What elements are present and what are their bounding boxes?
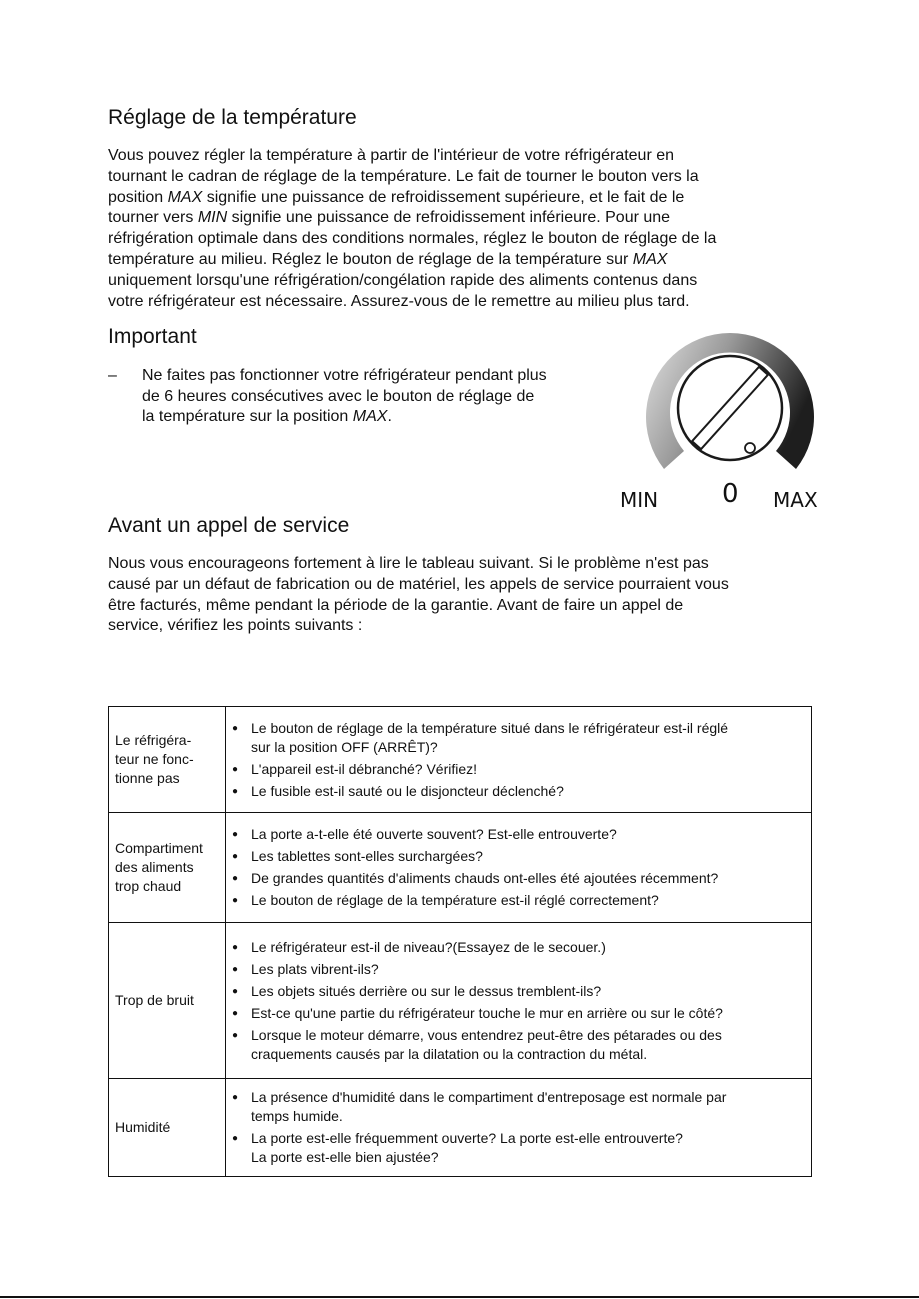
table-row [109, 1079, 812, 1177]
list-item [232, 938, 803, 957]
item-line: ● La présence d'humidité dans le compartiment d'entreposage est normale par [251, 1089, 727, 1105]
category-cell [109, 813, 226, 923]
item-line: ● Le bouton de réglage de la température situé dans le réfrigérateur est-il réglé [251, 719, 729, 736]
troubleshooting-table [108, 706, 812, 1177]
list-item [232, 847, 803, 866]
important-line: la température sur la position MAX. [142, 408, 392, 425]
list-item [232, 760, 803, 779]
category-line: tionne pas [115, 770, 180, 786]
paragraph-service [108, 554, 813, 637]
item-line: ● De grandes quantités d'aliments chauds ont-elles été ajoutées récemment? [251, 870, 719, 886]
paragraph-line: tournant le cadran de réglage de la température. Le fait de tourner le bouton vers la [108, 167, 699, 185]
list-item [232, 891, 803, 910]
list-item [232, 782, 803, 801]
list-item [232, 825, 803, 844]
category-cell [109, 923, 226, 1079]
table-row [109, 813, 812, 923]
paragraph-temperature [108, 146, 808, 312]
category-line: Le réfrigéra- [115, 732, 192, 748]
paragraph-line: Nous vous encourageons fortement à lire le tableau suivant. Si le problème n'est pas [108, 555, 709, 572]
category-line: Compartiment [115, 840, 203, 856]
item-line: ● Est-ce qu'une partie du réfrigérateur touche le mur en arrière ou sur le côté? [251, 1004, 723, 1021]
item-line: ● La porte est-elle fréquemment ouverte? La porte est-elle entrouverte? [251, 1130, 683, 1146]
important-line: Ne faites pas fonctionner votre réfrigérateur pendant plus [142, 367, 547, 384]
table-row [109, 707, 812, 813]
category-cell [109, 707, 226, 813]
paragraph-line: votre réfrigérateur est nécessaire. Assurez-vous de le remettre au milieu plus tard. [108, 292, 690, 310]
paragraph-line: uniquement lorsqu'une réfrigération/congélation rapide des aliments contenus dans [108, 271, 698, 289]
min-label: MIN [620, 488, 659, 512]
item-line: ● Les tablettes sont-elles surchargées? [251, 848, 483, 864]
paragraph-line: Vous pouvez régler la température à partir de l'intérieur de votre réfrigérateur en [108, 147, 675, 164]
list-item [232, 982, 803, 1001]
checklist-cell [226, 923, 812, 1079]
item-line: ● Le réfrigérateur est-il de niveau?(Essayez de le secouer.) [251, 938, 606, 955]
paragraph-line: service, vérifiez les points suivants : [108, 617, 363, 635]
paragraph-line: température au milieu. Réglez le bouton de réglage de la température sur MAX [108, 250, 668, 268]
list-item [232, 1129, 803, 1167]
heading-temperature: Réglage de la température [108, 106, 357, 129]
checklist-cell [226, 813, 812, 923]
list-item [232, 1088, 803, 1126]
item-line: ● Le bouton de réglage de la température est-il réglé correctement? [251, 892, 659, 908]
category-line: Humidité [115, 1119, 171, 1135]
list-item [232, 869, 803, 888]
category-cell [109, 1079, 226, 1177]
item-line: ● Le fusible est-il sauté ou le disjoncteur déclenché? [251, 782, 564, 799]
important-line: de 6 heures consécutives avec le bouton de réglage de [142, 387, 535, 405]
zero-label: 0 [722, 479, 739, 509]
temperature-dial-illustration [612, 322, 832, 520]
category-line: teur ne fonc- [115, 751, 194, 767]
paragraph-line: être facturés, même pendant la période de la garantie. Avant de faire un appel de [108, 596, 684, 614]
knob-indicator-dot [745, 443, 755, 453]
paragraph-line: position MAX signifie une puissance de refroidissement supérieure, et le fait de le [108, 188, 685, 206]
checklist-cell [226, 1079, 812, 1177]
heading-service: Avant un appel de service [108, 514, 350, 537]
dash-bullet: – [108, 367, 117, 384]
item-line: sur la position OFF (ARRÊT)? [251, 738, 438, 755]
table-row [109, 923, 812, 1079]
item-line: La porte est-elle bien ajustée? [251, 1149, 439, 1165]
item-line: craquements causés par la dilatation ou la contraction du métal. [251, 1045, 648, 1062]
checklist-cell [226, 707, 812, 813]
item-line: temps humide. [251, 1108, 343, 1124]
list-item [232, 1004, 803, 1023]
item-line: ● Lorsque le moteur démarre, vous entendrez peut-être des pétarades ou des [251, 1026, 722, 1043]
item-line: ● La porte a-t-elle été ouverte souvent? Est-elle entrouverte? [251, 826, 617, 842]
item-line: ● Les objets situés derrière ou sur le dessus tremblent-ils? [251, 982, 602, 999]
page-bottom-rule [0, 1296, 919, 1298]
item-line: ● L'appareil est-il débranché? Vérifiez! [251, 760, 478, 777]
heading-important: Important [108, 325, 197, 348]
list-item [232, 960, 803, 979]
important-item [142, 366, 602, 428]
item-line: ● Les plats vibrent-ils? [251, 960, 379, 977]
paragraph-line: causé par un défaut de fabrication ou de matériel, les appels de service pourraient vous [108, 575, 729, 593]
category-line: trop chaud [115, 878, 182, 894]
list-item [232, 1026, 803, 1064]
category-line: des aliments [115, 859, 194, 875]
paragraph-line: réfrigération optimale dans des conditions normales, réglez le bouton de réglage de la [108, 230, 717, 248]
list-item [232, 719, 803, 757]
category-line: Trop de bruit [115, 992, 194, 1008]
max-label: MAX [773, 488, 818, 512]
paragraph-line: tourner vers MIN signifie une puissance de refroidissement inférieure. Pour une [108, 209, 671, 227]
